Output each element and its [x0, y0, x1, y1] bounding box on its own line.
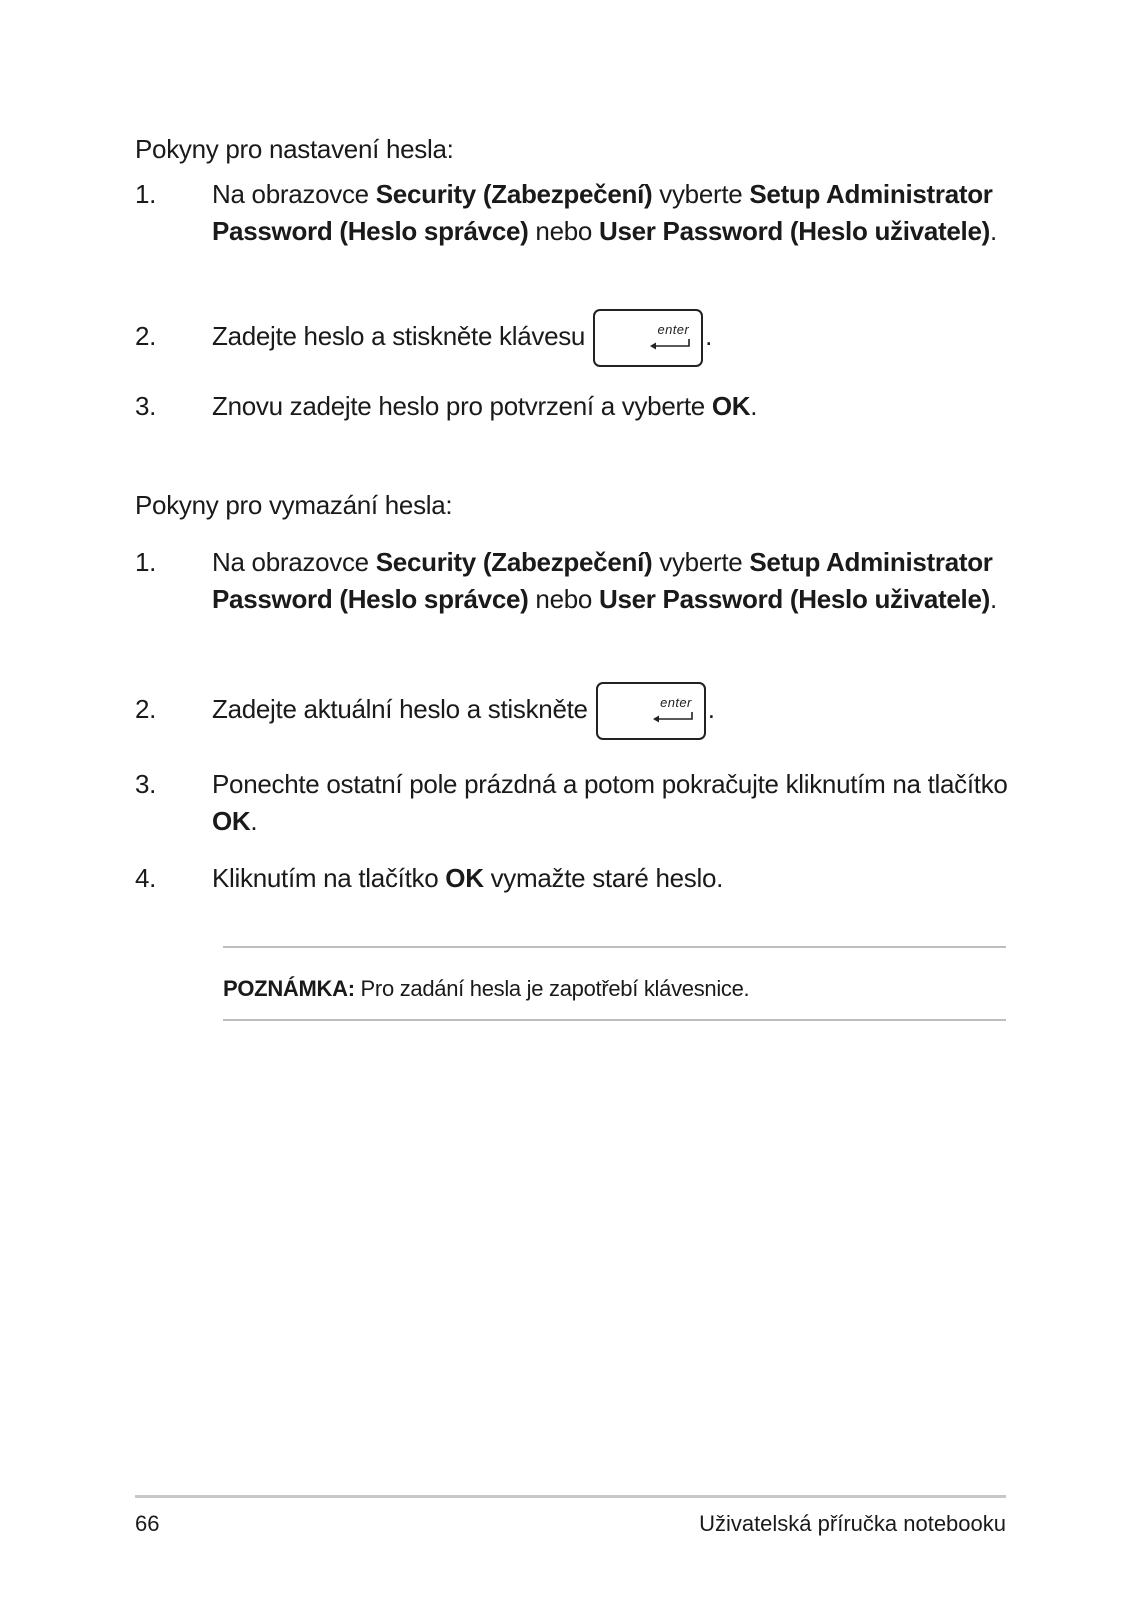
note-bottom-divider — [223, 1019, 1006, 1021]
user-password-label: User Password (Heslo uživatele) — [599, 216, 990, 246]
ok-label: OK — [445, 863, 484, 893]
enter-key-icon: enter — [593, 309, 703, 367]
clear-step-3 — [135, 766, 1015, 840]
step-number: 2. — [135, 694, 157, 724]
step-number: 2. — [135, 321, 157, 351]
step-text: Na obrazovce Security (Zabezpečení) vyberte Setup Administrator Password (Heslo správce) nebo User Password (Heslo uživatele). — [212, 179, 997, 246]
step-number: 1. — [135, 547, 157, 577]
security-menu-label: Security (Zabezpečení) — [375, 547, 653, 577]
step-text: Kliknutím na tlačítko OK vymažte staré heslo. — [212, 863, 724, 893]
note-label: POZNÁMKA: — [223, 976, 355, 1001]
security-menu-label: Security (Zabezpečení) — [375, 179, 653, 209]
note — [223, 975, 749, 1003]
clear-step-4 — [135, 860, 1015, 897]
step-number: 4. — [135, 863, 157, 893]
return-arrow-icon — [652, 712, 694, 724]
step-number: 3. — [135, 391, 157, 421]
clear-step-1 — [135, 544, 1015, 618]
enter-key-icon: enter — [596, 682, 706, 740]
step-number: 3. — [135, 769, 157, 799]
admin-password-label: Setup Administrator Password (Heslo správce) — [212, 179, 993, 246]
footer-title: Uživatelská příručka notebooku — [699, 1511, 1006, 1536]
step-text: Na obrazovce Security (Zabezpečení) vyberte Setup Administrator Password (Heslo správce) nebo User Password (Heslo uživatele). — [212, 547, 997, 614]
page-number: 66 — [135, 1511, 160, 1536]
set-step-2 — [135, 318, 1015, 355]
set-step-1 — [135, 176, 1015, 250]
footer-divider — [135, 1495, 1006, 1498]
section-heading-set-password: Pokyny pro nastavení hesla: — [135, 134, 454, 164]
step-text: Zadejte heslo a stiskněte klávesu enter . — [212, 318, 1015, 355]
step-text: Ponechte ostatní pole prázdná a potom pokračujte kliknutím na tlačítko OK. — [212, 769, 1008, 836]
step-text: Zadejte aktuální heslo a stiskněte enter . — [212, 691, 1015, 728]
admin-password-label: Setup Administrator Password (Heslo správce) — [212, 547, 993, 614]
ok-label: OK — [711, 391, 751, 421]
step-text: Znovu zadejte heslo pro potvrzení a vyberte OK. — [212, 391, 758, 421]
note-top-divider — [223, 946, 1006, 948]
clear-step-2 — [135, 691, 1015, 728]
user-password-label: User Password (Heslo uživatele) — [599, 584, 990, 614]
return-arrow-icon — [649, 339, 691, 351]
section-heading-clear-password: Pokyny pro vymazání hesla: — [135, 490, 453, 520]
note-text: Pro zadání hesla je zapotřebí klávesnice. — [354, 976, 750, 1001]
step-number: 1. — [135, 179, 157, 209]
set-step-3 — [135, 388, 1015, 425]
ok-label: OK — [212, 806, 251, 836]
